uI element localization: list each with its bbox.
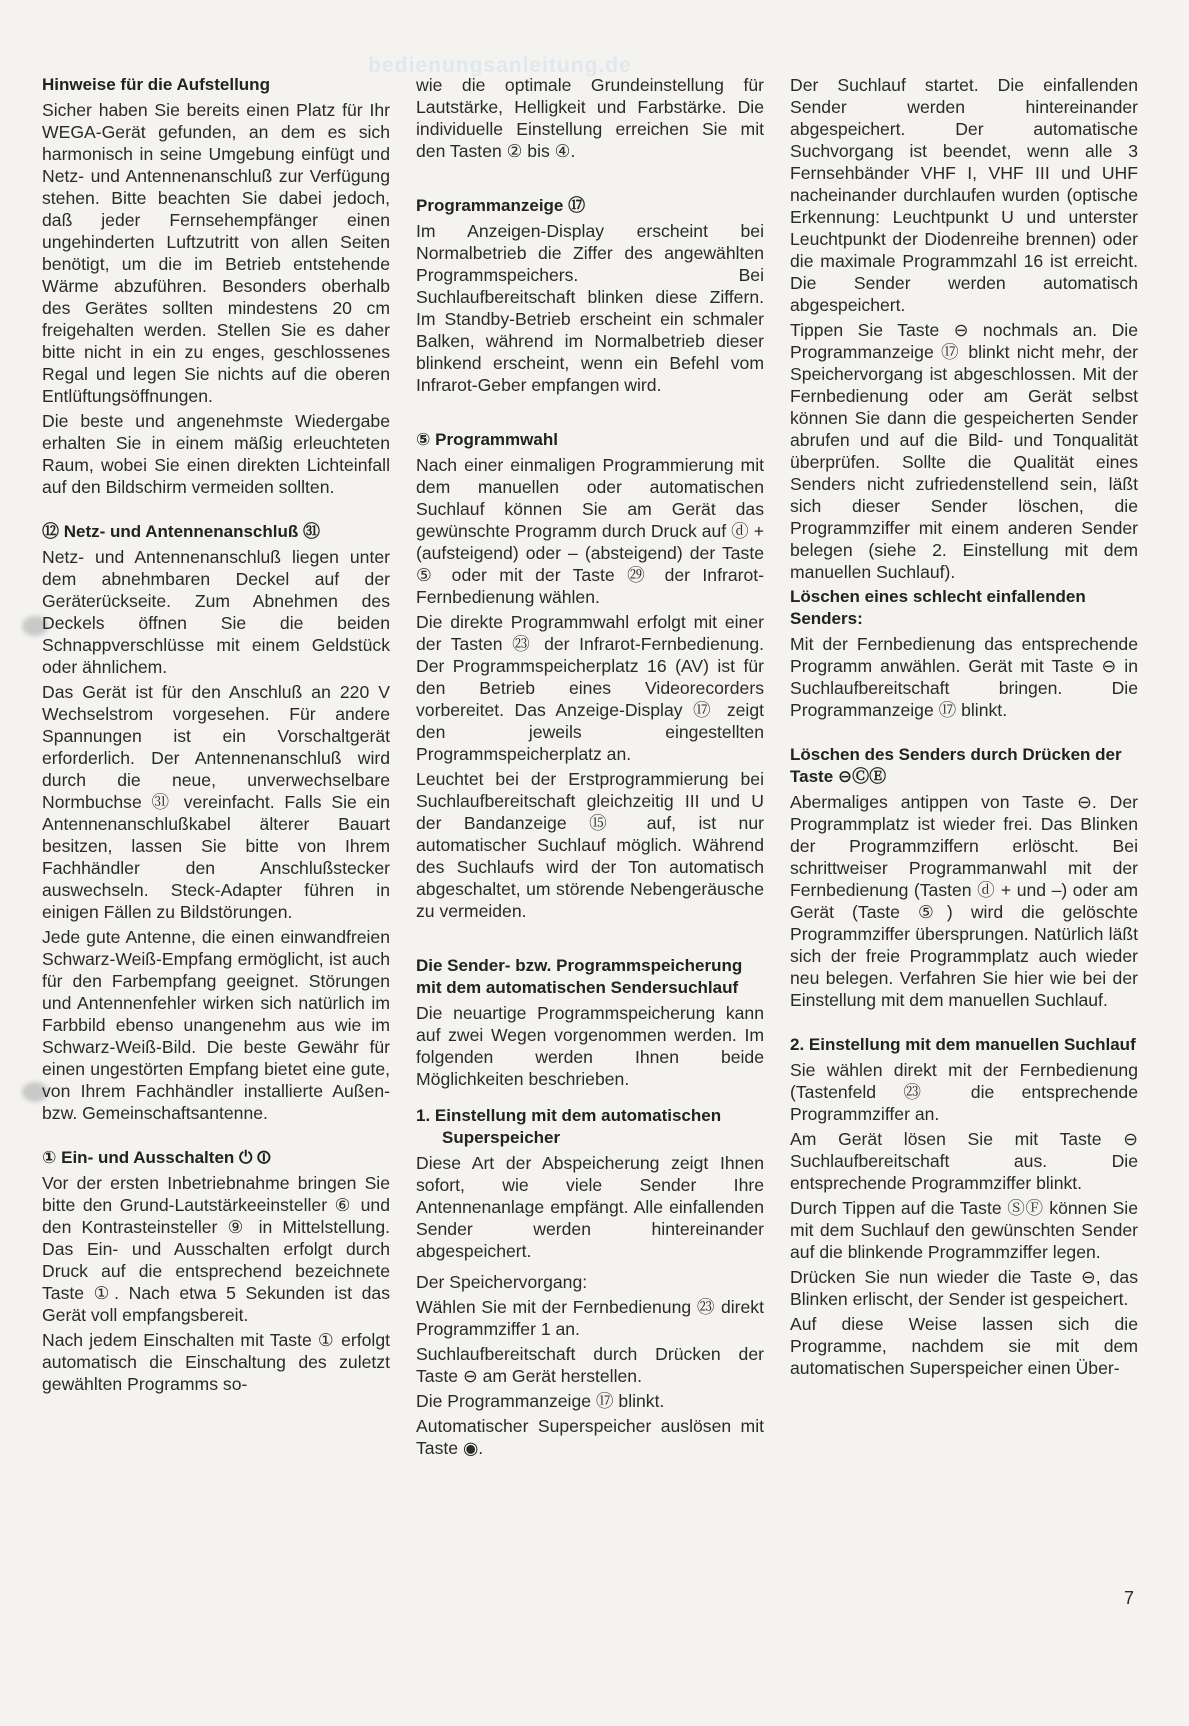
paragraph: Sicher haben Sie bereits einen Platz für Ihr WEGA-Gerät gefunden, an dem es sich harmonisch in seine Umgebung einfügt und Netz- und Antennenanschluß zur Verfügung stehen. Bitte beachten Sie dabei jedoch, daß jeder Fernsehempfänger einen ungehinderten Luftzutritt von allen Seiten benötigt, um die im Betrieb entstehende Wärme abzuführen. Besonders oberhalb des Gerätes sollten mindestens 20 cm freigehalten werden. Stellen Sie es daher bitte nicht in ein zu enges, geschlossenes Regal und legen Sie nichts auf die oberen Entlüftungsöffnungen. — [42, 100, 390, 406]
paragraph: Drücken Sie nun wieder die Taste ⊖, das Blinken erlischt, der Sender ist gespeichert. — [790, 1267, 1138, 1309]
heading-ein-ausschalten: ① Ein- und Ausschalten ⏻ ⏼ — [42, 1148, 271, 1167]
heading-loeschen-taste: Löschen des Senders durch Drücken der Taste ⊖ⒸⒺ — [790, 745, 1122, 786]
paragraph: Durch Tippen auf die Taste ⓈⒻ können Sie mit dem Suchlauf den gewünschten Sender auf die blinkende Programmziffer legen. — [790, 1198, 1138, 1262]
heading-superspeicher: 1. Einstellung mit dem automatischen Superspeicher — [416, 1106, 722, 1147]
heading-netz-antennenanschluss: ⑫ Netz- und Antennenanschluß ㉛ — [42, 522, 320, 541]
column-right — [790, 74, 1138, 1382]
heading-programmwahl: ⑤ Programmwahl — [416, 430, 558, 449]
paragraph: Jede gute Antenne, die einen einwandfreien Schwarz-Weiß-Empfang ermöglicht, ist auch für den Farbempfang geeignet. Störungen und Antennenfehler wirken sich natürlich im Farbbild ebenso unangenehm aus wie im Schwarz-Weiß-Bild. Die beste Gewähr für einen ungestörten Empfang bietet eine gute, von Ihrem Fachhändler installierte Außen- bzw. Gemeinschaftsantenne. — [42, 927, 390, 1123]
paragraph: Am Gerät lösen Sie mit Taste ⊖ Suchlaufbereitschaft aus. Die entsprechende Programmziffer blinkt. — [790, 1129, 1138, 1193]
watermark: bedienungsanleitung.de — [368, 54, 632, 77]
heading-loeschen-sender: Löschen eines schlecht einfallenden Senders: — [790, 587, 1086, 628]
paragraph: Der Suchlauf startet. Die einfallenden Sender werden hintereinander abgespeichert. Der automatische Suchvorgang ist beendet, wenn alle 3 Fernsehbänder VHF I, VHF III und UHF nacheinander durchlaufen wurden (optische Erkennung: Leuchtpunkt U und unterster Leuchtpunkt der Diodenreihe brennen) oder die maximale Programmzahl 16 ist erreicht. Die Sender werden automatisch abgespeichert. — [790, 75, 1138, 315]
paragraph: Tippen Sie Taste ⊖ nochmals an. Die Programmanzeige ⑰ blinkt nicht mehr, der Speichervorgang ist abgeschlossen. Mit der Fernbedienung oder am Gerät selbst können Sie dann die gespeicherten Sender abrufen und auf die Bild- und Tonqualität überprüfen. Sollte die Qualität eines Senders nicht zufriedenstellend sein, läßt sich dieser Sender löschen, die Programmziffer mit einem anderen Sender belegen (siehe 2. Einstellung mit dem manuellen Suchlauf). — [790, 320, 1138, 582]
page-number: 7 — [1124, 1588, 1135, 1608]
paragraph: Mit der Fernbedienung das entsprechende Programm anwählen. Gerät mit Taste ⊖ in Suchlaufbereitschaft bringen. Die Programmanzeige ⑰ blinkt. — [790, 634, 1138, 720]
paragraph: Die beste und angenehmste Wiedergabe erhalten Sie in einem mäßig erleuchteten Raum, wobei Sie einen direkten Lichteinfall auf den Bildschirm vermeiden sollten. — [42, 411, 390, 497]
paragraph: Nach jedem Einschalten mit Taste ① erfolgt automatisch die Einschaltung des zuletzt gewählten Programms so- — [42, 1330, 390, 1394]
heading-programmanzeige: Programmanzeige ⑰ — [416, 196, 586, 215]
column-middle — [416, 74, 764, 1462]
paragraph: Leuchtet bei der Erstprogrammierung bei Suchlaufbereitschaft gleichzeitig III und U der Bandanzeige ⑮ auf, ist nur automatischer Suchlauf möglich. Während des Suchlaufs wird der Ton automatisch abgeschaltet, um störende Nebengeräusche zu vermeiden. — [416, 769, 764, 921]
paragraph: Automatischer Superspeicher auslösen mit Taste ◉. — [416, 1416, 764, 1458]
paragraph: Nach einer einmaligen Programmierung mit dem manuellen oder automatischen Suchlauf können Sie am Gerät das gewünschte Programm durch Druck auf ⓓ + (aufsteigend) oder – (absteigend) der Taste ⑤ oder mit der Taste ㉙ der Infrarot-Fernbedienung wählen. — [416, 455, 764, 607]
heading-aufstellung: Hinweise für die Aufstellung — [42, 75, 270, 94]
paragraph: Abermaliges antippen von Taste ⊖. Der Programmplatz ist wieder frei. Das Blinken der Programmziffern erlöscht. Bei schrittweiser Programmanwahl mit der Fernbedienung (Tasten ⓓ + und –) oder am Gerät (Taste ⑤) wird die gelöschte Programmziffer übersprungen. Natürlich läßt sich der freie Programmplatz auch wieder neu belegen. Verfahren Sie hier wie bei der Einstellung mit dem manuellen Suchlauf. — [790, 792, 1138, 1010]
column-left — [42, 74, 390, 1398]
paragraph: Vor der ersten Inbetriebnahme bringen Sie bitte den Grund-Lautstärkeeinsteller ⑥ und den Kontrasteinsteller ⑨ in Mittelstellung. Das Ein- und Ausschalten erfolgt durch Druck auf die entsprechend bezeichnete Taste ①. Nach etwa 5 Sekunden ist das Gerät voll empfangsbereit. — [42, 1173, 390, 1325]
paragraph: Auf diese Weise lassen sich die Programme, nachdem sie mit dem automatischen Superspeicher einen Über- — [790, 1314, 1138, 1378]
heading-programmspeicherung: Die Sender- bzw. Programmspeicherung mit dem automatischen Sendersuchlauf — [416, 956, 743, 997]
paragraph: Im Anzeigen-Display erscheint bei Normalbetrieb die Ziffer des angewählten Programmspeichers. Bei Suchlaufbereitschaft blinken diese Ziffern. Im Standby-Betrieb erscheint ein schmaler Balken, während im Normalbetrieb dieser blinkend erscheint, wenn ein Befehl vom Infrarot-Geber empfangen wird. — [416, 221, 764, 395]
paragraph: Das Gerät ist für den Anschluß an 220 V Wechselstrom vorgesehen. Für andere Spannungen ist ein Vorschaltgerät erforderlich. Der Antennenanschluß wird durch die neue, unverwechselbare Normbuchse ㉛ vereinfacht. Falls Sie ein Antennenanschlußkabel älterer Bauart besitzen, lassen Sie bitte von Ihrem Fachhändler den Anschlußstecker auswechseln. Steck-Adapter führen in einigen Fällen zu Bildstörungen. — [42, 682, 390, 922]
paragraph: Der Speichervorgang: — [416, 1272, 588, 1292]
paragraph: Diese Art der Abspeicherung zeigt Ihnen sofort, wie viele Sender Ihre Antennenanlage empfängt. Alle einfallenden Sender werden hintereinander abgespeichert. — [416, 1153, 764, 1261]
paragraph: Suchlaufbereitschaft durch Drücken der Taste ⊖ am Gerät herstellen. — [416, 1344, 764, 1386]
paragraph: Wählen Sie mit der Fernbedienung ㉓ direkt Programmziffer 1 an. — [416, 1297, 764, 1339]
paragraph: Die Programmanzeige ⑰ blinkt. — [416, 1391, 665, 1411]
paragraph: Netz- und Antennenanschluß liegen unter dem abnehmbaren Deckel auf der Geräterückseite. Zum Abnehmen des Deckels öffnen Sie die beiden Schnappverschlüsse mit einem Geldstück oder ähnlichem. — [42, 547, 390, 677]
paragraph: Sie wählen direkt mit der Fernbedienung (Tastenfeld ㉓ die entsprechende Programmziffer an. — [790, 1060, 1138, 1124]
paragraph: Die direkte Programmwahl erfolgt mit einer der Tasten ㉓ der Infrarot-Fernbedienung. Der Programmspeicherplatz 16 (AV) ist für den Betrieb eines Videorecorders vorbereitet. Das Anzeige-Display ⑰ zeigt den jeweils eingestellten Programmspeicherplatz an. — [416, 612, 764, 764]
heading-manueller-suchlauf: 2. Einstellung mit dem manuellen Suchlauf — [790, 1035, 1136, 1054]
paragraph: wie die optimale Grundeinstellung für Lautstärke, Helligkeit und Farbstärke. Die individuelle Einstellung erreichen Sie mit den Tasten ② bis ④. — [416, 75, 764, 161]
paragraph: Die neuartige Programmspeicherung kann auf zwei Wegen vorgenommen werden. Im folgenden werden Ihnen beide Möglichkeiten beschrieben. — [416, 1003, 764, 1089]
